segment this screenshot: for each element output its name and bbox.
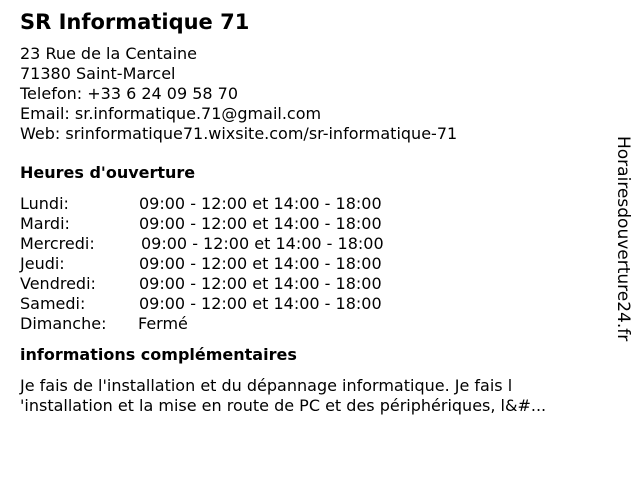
hours-table xyxy=(20,194,610,334)
hours-time: Fermé xyxy=(138,314,188,333)
email-line: Email: sr.informatique.71@gmail.com xyxy=(20,104,322,123)
hours-row-sunday xyxy=(20,314,610,334)
hours-row-saturday xyxy=(20,294,610,314)
site-watermark: Horairesdouverture24.fr xyxy=(613,136,633,342)
phone-line: Telefon: +33 6 24 09 58 70 xyxy=(20,84,239,103)
business-card xyxy=(20,8,610,416)
address-street: 23 Rue de la Centaine xyxy=(20,44,197,63)
info-text: Je fais de l'installation et du dépannage informatique. Je fais l 'installation et la mise en route de PC et des périphériques, l&#... xyxy=(20,376,547,415)
hours-row-thursday xyxy=(20,254,610,274)
hours-row-monday xyxy=(20,194,610,214)
hours-day: Lundi: xyxy=(20,194,69,213)
web-line: Web: srinformatique71.wixsite.com/sr-informatique-71 xyxy=(20,124,458,143)
hours-time: 09:00 - 12:00 et 14:00 - 18:00 xyxy=(139,254,382,273)
hours-time: 09:00 - 12:00 et 14:00 - 18:00 xyxy=(139,194,382,213)
business-name: SR Informatique 71 xyxy=(20,10,250,34)
info-heading: informations complémentaires xyxy=(20,345,297,364)
hours-row-friday xyxy=(20,274,610,294)
hours-day: Samedi: xyxy=(20,294,86,313)
hours-time: 09:00 - 12:00 et 14:00 - 18:00 xyxy=(141,234,384,253)
address-city: 71380 Saint-Marcel xyxy=(20,64,176,83)
hours-row-tuesday xyxy=(20,214,610,234)
hours-day: Dimanche: xyxy=(20,314,107,333)
hours-time: 09:00 - 12:00 et 14:00 - 18:00 xyxy=(139,294,382,313)
hours-day: Jeudi: xyxy=(20,254,65,273)
hours-time: 09:00 - 12:00 et 14:00 - 18:00 xyxy=(139,274,382,293)
hours-day: Mardi: xyxy=(20,214,70,233)
hours-day: Mercredi: xyxy=(20,234,95,253)
hours-day: Vendredi: xyxy=(20,274,96,293)
hours-row-wednesday xyxy=(20,234,610,254)
hours-time: 09:00 - 12:00 et 14:00 - 18:00 xyxy=(139,214,382,233)
hours-heading: Heures d'ouverture xyxy=(20,163,196,182)
